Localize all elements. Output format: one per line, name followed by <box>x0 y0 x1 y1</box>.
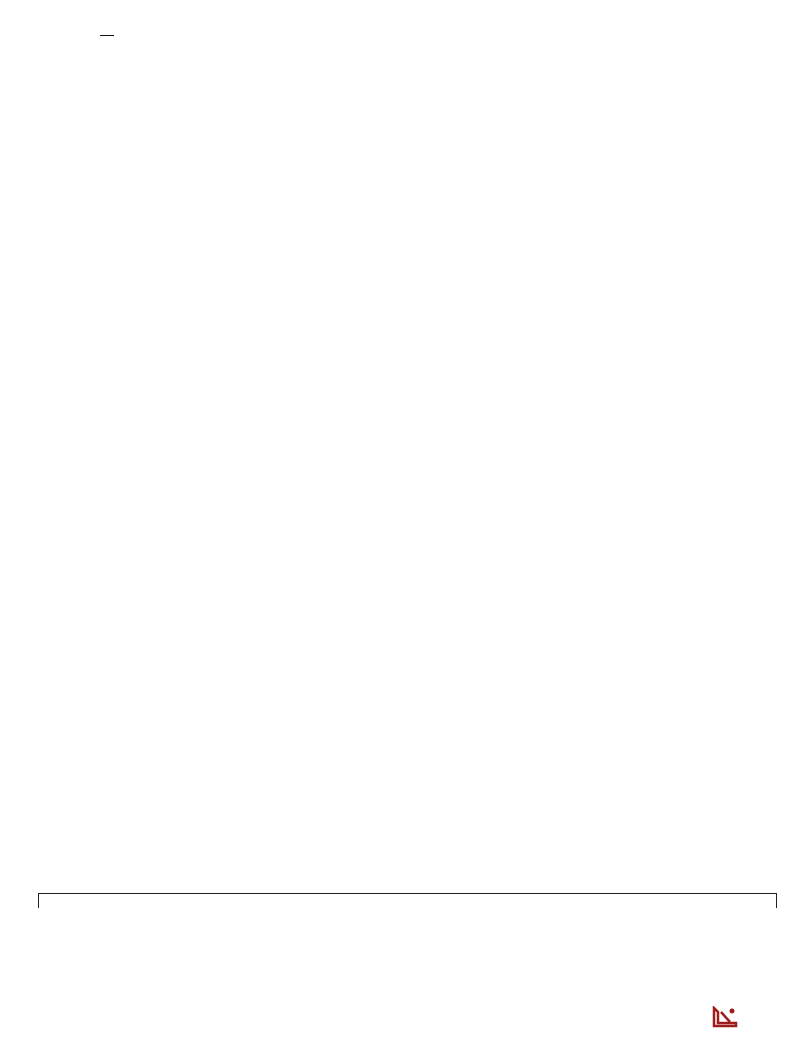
music-note-logo-icon <box>712 1006 738 1028</box>
coda-bracket <box>38 893 777 908</box>
watermark-logo <box>712 1006 740 1028</box>
time-signature <box>100 34 114 37</box>
